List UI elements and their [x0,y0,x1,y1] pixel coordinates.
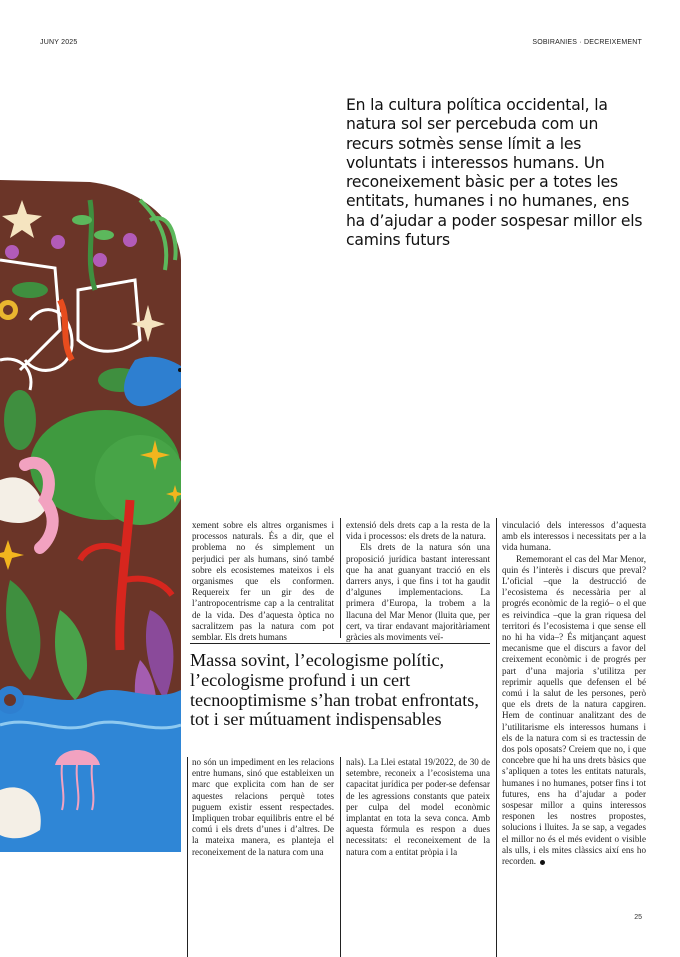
end-of-article-bullet-icon [540,860,545,865]
column-3 [502,520,646,867]
nature-collage-illustration [0,180,181,852]
column-2-bottom [346,757,490,858]
pullquote: Massa sovint, l’ecologisme polític, l’ecologisme profund i un cert tecnooptimisme s’han trobat enfrontats, tot i ser mútuament indispensables [190,650,479,730]
column-1-bottom [192,757,334,858]
paragraph: extensió dels drets cap a la resta de la vida i processos: els drets de la natura. [346,520,490,542]
page-number: 25 [634,914,642,921]
column-1-top [192,520,334,643]
paragraph: Els drets de la natura són una proposició jurídica bastant interessant que ha anat guanyant tracció en els darrers anys, i que fins i tot ha gaudit d’algunes implementacions. La primera d’Europa, la trobem a la llacuna del Mar Menor (lluita que, per cert, va tirar endavant majoritàriament gràcies als moviments veï- [346,542,490,643]
paragraph: xement sobre els altres organismes i processos naturals. És a dir, que el problema no és simplement un perjudici per als humans, sinó també sobre els ecosistemes mateixos i els organismes que els conformen. Requereix fer un gir des de l’antropocentrisme cap a la centralitat de la vida. Des d’aquesta òptica no sacralitzem pas la natura com pot semblar. Els drets humans [192,520,334,643]
paragraph: no són un impediment en les relacions entre humans, sinó que estableixen un marc que explicita com han de ser aquestes relacions perquè totes puguem existir essent respectades. Impliquen trobar equilibris entre el bé comú i els drets d’unes i d’altres. De la mateixa manera, es planteja el reconeixement de la natura com una [192,757,334,857]
section-label: SOBIRANIES · DECREIXEMENT [532,39,642,46]
column-rule [340,757,341,957]
column-2-top [346,520,490,643]
paragraph: Rememorant el cas del Mar Menor, quin és l’interès i discurs que preval? L’oficial –que la destrucció de l’ecosistema és necessària per al progrés econòmic de la regió– o el que es reivindica –que la gran riquesa del territori és l’ecosistema i que sense ell no hi ha vida–? És mitjançant aquest mecanisme que el discurs a favor del creixement econòmic i de progrés per part d’una majoria s’utilitza per reprimir aquells que defensen el bé comú i la salut de les persones, però que els drets de la natura capgiren. Hem de continuar analitzant des de l’utilitarisme els interessos humans i els de la natura com si es tractessin de dos pols oposats? Creiem que no, i que concebre que hi ha uns drets bàsics que s’apliquen a totes les entitats naturals, humanes i no humanes, potser fins i tot futures, ens ha d’ajudar a poder sospesar millor a quins interessos responen les nostres propostes, solucions i lluites. Ja se sap, a vegades el millor no és el més evident o visible als ulls, i els mites clàssics així ens ho recorden. [502,553,646,867]
issue-date: JUNY 2025 [40,39,78,46]
lead-paragraph: En la cultura política occidental, la natura sol ser percebuda com un recurs sotmès sense límit a les voluntats i interessos humans. Un reconeixement bàsic per a totes les entitats, humanes i no humanes, ens ha d’ajudar a poder sospesar millor els camins futurs [346,96,643,250]
column-rule [340,518,341,638]
paragraph: nals). La Llei estatal 19/2022, de 30 de setembre, reconeix a l’ecosistema una capacitat jurídica per poder-se defensar de les agressions constants que pateix per culpa del model econòmic implantat en tota la seva conca. Amb aquesta fórmula es respon a dues necessitats: el reconeixement de la natura com a entitat pròpia i la [346,757,490,857]
paragraph: vinculació dels interessos d’aquesta amb els interessos i necessitats per a la vida humana. [502,520,646,553]
pullquote-divider [190,643,490,644]
column-rule [496,518,497,957]
column-rule [187,757,188,957]
